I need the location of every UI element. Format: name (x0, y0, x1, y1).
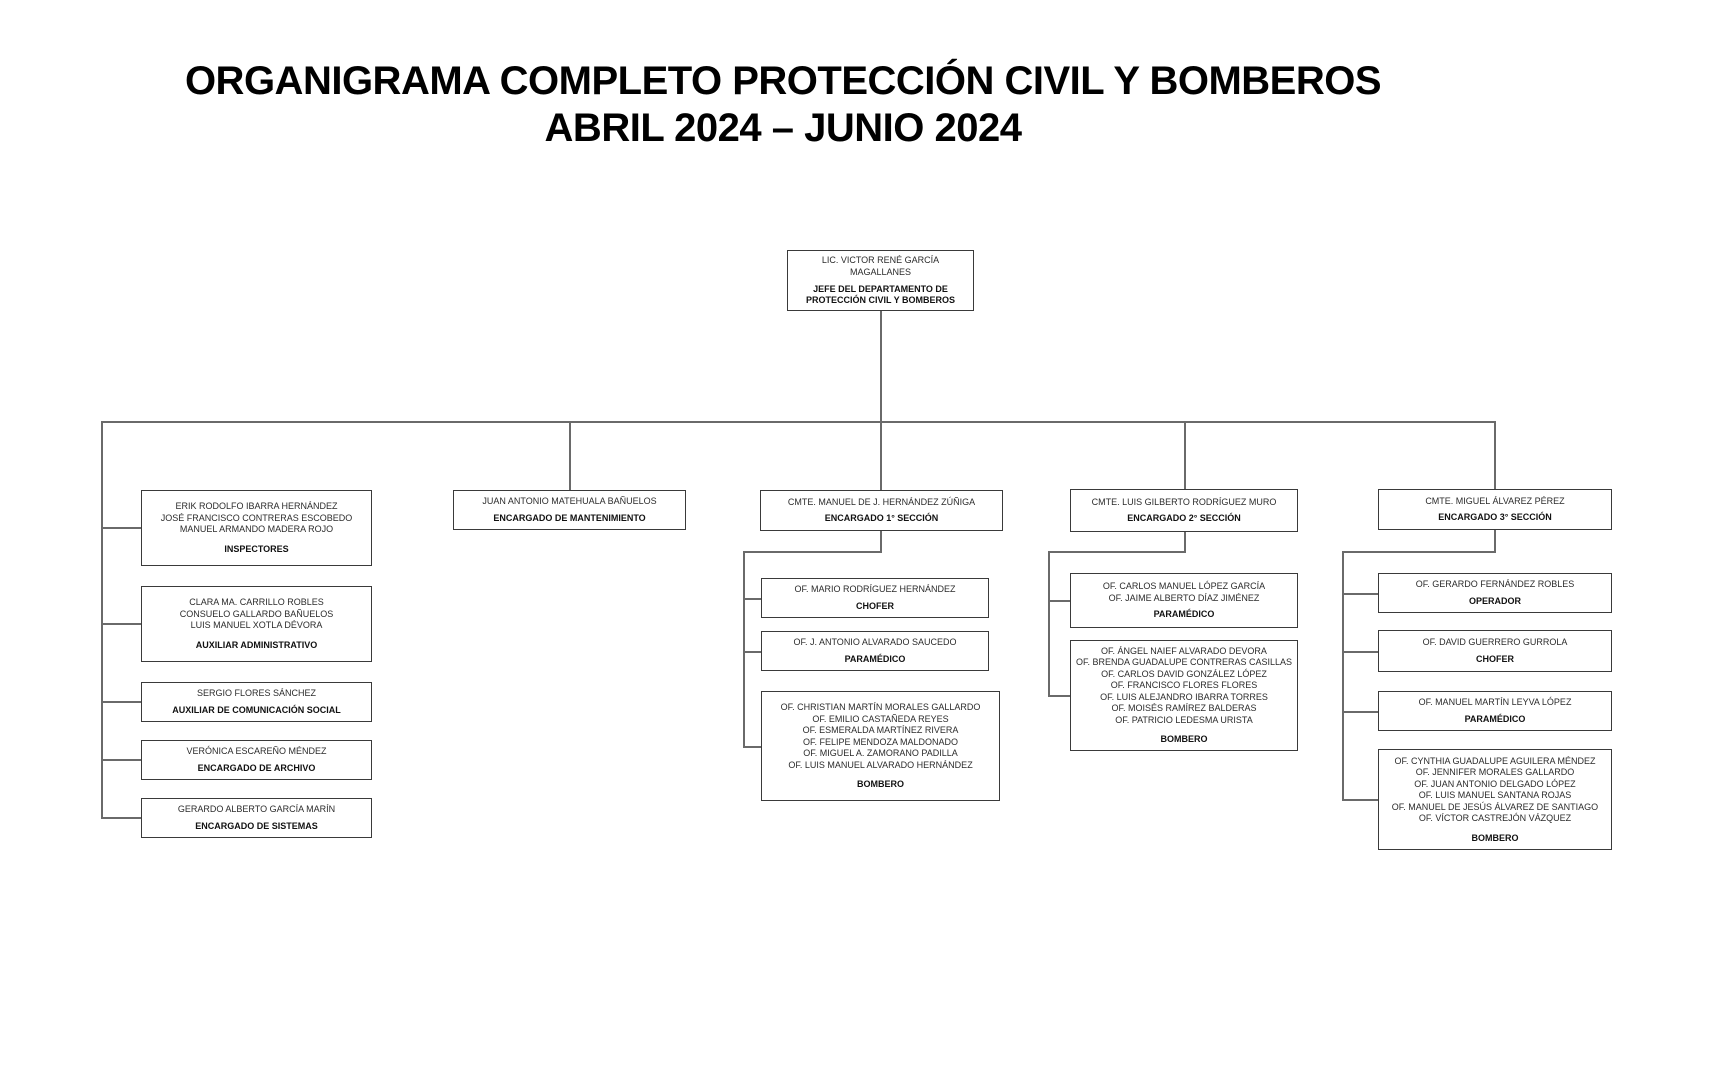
org-box-sec3-paramedico (1378, 691, 1612, 731)
role-label: PARAMÉDICO (1153, 609, 1215, 619)
role-label: CHOFER (856, 600, 894, 611)
org-box-jefe-departamento (787, 250, 974, 311)
role-label: PARAMÉDICO (844, 653, 906, 664)
connector-sec3-drop2 (1494, 530, 1496, 552)
connector-sec2-elbow (1048, 551, 1186, 553)
role-label: AUXILIAR ADMINISTRATIVO (195, 639, 318, 650)
role-label: ENCARGADO DE ARCHIVO (197, 762, 316, 773)
org-box-sec2-paramedico (1070, 573, 1298, 628)
role-label: CHOFER (1476, 653, 1514, 664)
org-box-encargado-2-seccion (1070, 489, 1298, 532)
org-box-sec3-chofer (1378, 630, 1612, 672)
connector-sec2-stub-1 (1048, 600, 1070, 602)
org-box-sec1-bombero (761, 691, 1000, 801)
member-names: LIC. VICTOR RENÉ GARCÍA MAGALLANES (821, 255, 940, 277)
member-names: CMTE. MIGUEL ÁLVAREZ PÉREZ (1425, 495, 1565, 506)
connector-sec3-drop (1494, 421, 1496, 489)
connector-sec1-rail (743, 551, 745, 747)
org-box-sec3-bombero (1378, 749, 1612, 850)
connector-admin-stub-2 (101, 623, 141, 625)
role-label: OPERADOR (1468, 595, 1521, 606)
connector-admin-stub-1 (101, 527, 141, 529)
org-box-inspectores (141, 490, 372, 566)
connector-admin-stub-3 (101, 701, 141, 703)
member-names: GERARDO ALBERTO GARCÍA MARÍN (177, 804, 336, 815)
connector-sec2-rail (1048, 551, 1050, 696)
role-label: ENCARGADO DE SISTEMAS (195, 820, 318, 831)
role-label: INSPECTORES (224, 543, 289, 554)
member-names: CLARA MA. CARRILLO ROBLES CONSUELO GALLARDO BAÑUELOS LUIS MANUEL XOTLA DÉVORA (179, 597, 334, 631)
page-title (0, 58, 1566, 152)
connector-admin-stub-4 (101, 759, 141, 761)
role-label: AUXILIAR DE COMUNICACIÓN SOCIAL (172, 704, 341, 715)
member-names: OF. MARIO RODRÍGUEZ HERNÁNDEZ (794, 584, 956, 595)
member-names: OF. CYNTHIA GUADALUPE AGUILERA MÉNDEZ OF. JENNIFER MORALES GALLARDO OF. JUAN ANTONIO DELGADO LÓPEZ OF. LUIS MANUEL SANTANA ROJAS OF. MANUEL DE JESÚS ÁLVAREZ DE SANTIAGO OF. VÍCTOR CASTREJÓN VÁZQUEZ (1391, 755, 1599, 823)
member-names: OF. CARLOS MANUEL LÓPEZ GARCÍA OF. JAIME ALBERTO DÍAZ JIMÉNEZ (1102, 581, 1266, 603)
member-names: OF. DAVID GUERRERO GURROLA (1422, 637, 1568, 648)
connector-admin-stub-5 (101, 817, 141, 819)
org-box-auxiliar-comunicacion-social (141, 682, 372, 722)
role-label: BOMBERO (1160, 734, 1208, 745)
connector-sec2-drop (1184, 421, 1186, 489)
role-label: ENCARGADO DE MANTENIMIENTO (493, 512, 646, 523)
connector-sec1-drop (880, 531, 882, 552)
role-label: PARAMÉDICO (1464, 713, 1526, 724)
member-names: OF. ÁNGEL NAIEF ALVARADO DEVORA OF. BRENDA GUADALUPE CONTRERAS CASILLAS OF. CARLOS DAVID GONZÁLEZ LÓPEZ OF. FRANCISCO FLORES FLORES OF. LUIS ALEJANDRO IBARRA TORRES OF. MOISÉS RAMÍREZ BALDERAS OF. PATRICIO LEDESMA URISTA (1075, 645, 1293, 725)
member-names: OF. J. ANTONIO ALVARADO SAUCEDO (793, 637, 957, 648)
member-names: JUAN ANTONIO MATEHUALA BAÑUELOS (482, 496, 657, 507)
member-names: SERGIO FLORES SÁNCHEZ (196, 688, 317, 699)
member-names: VERÓNICA ESCAREÑO MÉNDEZ (186, 746, 327, 757)
member-names: OF. CHRISTIAN MARTÍN MORALES GALLARDO OF. EMILIO CASTAÑEDA REYES OF. ESMERALDA MARTÍNEZ RIVERA OF. FELIPE MENDOZA MALDONADO OF. MIGUEL A. ZAMORANO PADILLA OF. LUIS MANUEL ALVARADO HERNÁNDEZ (780, 702, 981, 770)
org-box-encargado-mantenimiento (453, 490, 686, 530)
page-title-line1: ORGANIGRAMA COMPLETO PROTECCIÓN CIVIL Y BOMBEROS (184, 59, 1382, 103)
connector-sec1-stub-3 (743, 746, 761, 748)
role-label: BOMBERO (1471, 832, 1519, 843)
connector-sec2-drop2 (1184, 532, 1186, 552)
role-label: JEFE DEL DEPARTAMENTO DE PROTECCIÓN CIVIL Y BOMBEROS (805, 284, 956, 305)
connector-root-drop (880, 310, 882, 490)
member-names: CMTE. LUIS GILBERTO RODRÍGUEZ MURO (1091, 496, 1277, 507)
org-box-encargado-archivo (141, 740, 372, 780)
member-names: OF. GERARDO FERNÁNDEZ ROBLES (1415, 579, 1575, 590)
connector-sec1-elbow (743, 551, 882, 553)
org-box-sec1-paramedico (761, 631, 989, 671)
role-label: BOMBERO (857, 779, 904, 789)
member-names: CMTE. MANUEL DE J. HERNÁNDEZ ZÚÑIGA (787, 496, 976, 507)
org-box-sec3-operador (1378, 573, 1612, 613)
org-box-encargado-1-seccion (760, 490, 1003, 531)
connector-sec3-stub-1 (1342, 593, 1378, 595)
role-label: ENCARGADO 3° SECCIÓN (1438, 512, 1552, 523)
role-label: ENCARGADO 1° SECCIÓN (824, 513, 939, 524)
connector-sec3-stub-2 (1342, 651, 1378, 653)
member-names: ERIK RODOLFO IBARRA HERNÁNDEZ JOSÉ FRANCISCO CONTRERAS ESCOBEDO MANUEL ARMANDO MADERA ROJO (160, 501, 353, 535)
connector-sec3-rail (1342, 551, 1344, 800)
role-label: ENCARGADO 2° SECCIÓN (1127, 513, 1241, 524)
page-title-line2: ABRIL 2024 – JUNIO 2024 (544, 106, 1022, 150)
connector-sec3-stub-3 (1342, 711, 1378, 713)
org-box-auxiliar-administrativo (141, 586, 372, 662)
org-box-encargado-3-seccion (1378, 489, 1612, 530)
org-box-encargado-sistemas (141, 798, 372, 838)
connector-maintenance-stub (569, 421, 571, 490)
org-box-sec1-chofer (761, 578, 989, 618)
member-names: OF. MANUEL MARTÍN LEYVA LÓPEZ (1418, 697, 1572, 708)
org-box-sec2-bombero (1070, 640, 1298, 751)
connector-sec3-stub-4 (1342, 799, 1378, 801)
connector-sec1-stub-2 (743, 651, 761, 653)
connector-sec3-elbow (1342, 551, 1496, 553)
connector-sec1-stub-1 (743, 598, 761, 600)
connector-main-rail (101, 421, 1495, 423)
connector-sec2-stub-2 (1048, 695, 1070, 697)
